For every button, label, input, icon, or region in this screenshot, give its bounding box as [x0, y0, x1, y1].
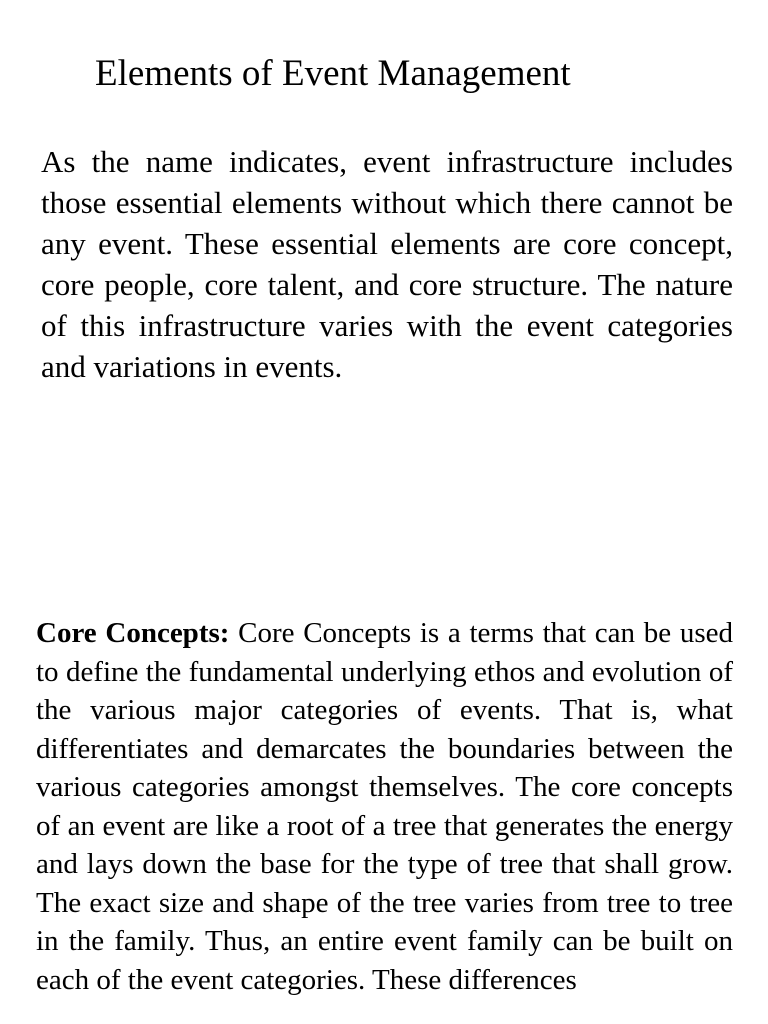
core-concepts-body: Core Concepts is a terms that can be used to define the fundamental underlying ethos and evolution of the various major categories of events. That is, what differentiates and demarcates the boundaries between the various categories amongst themselves. The core concepts of an event are like a root of a tree that generates the energy and lays down the base for the type of tree that shall grow. The exact size and shape of the tree varies from tree to tree in the family. Thus, an entire event family can be built on each of the event categories. These differences [36, 617, 733, 996]
core-concepts-term: Core Concepts: [36, 617, 230, 649]
core-concepts-paragraph [36, 614, 733, 999]
page-title: Elements of Event Management [95, 53, 571, 94]
intro-paragraph: As the name indicates, event infrastructure includes those essential elements without which there cannot be any event. These essential elements are core concept, core people, core talent, and core structure. The nature of this infrastructure varies with the event categories and variations in events. [41, 144, 733, 384]
